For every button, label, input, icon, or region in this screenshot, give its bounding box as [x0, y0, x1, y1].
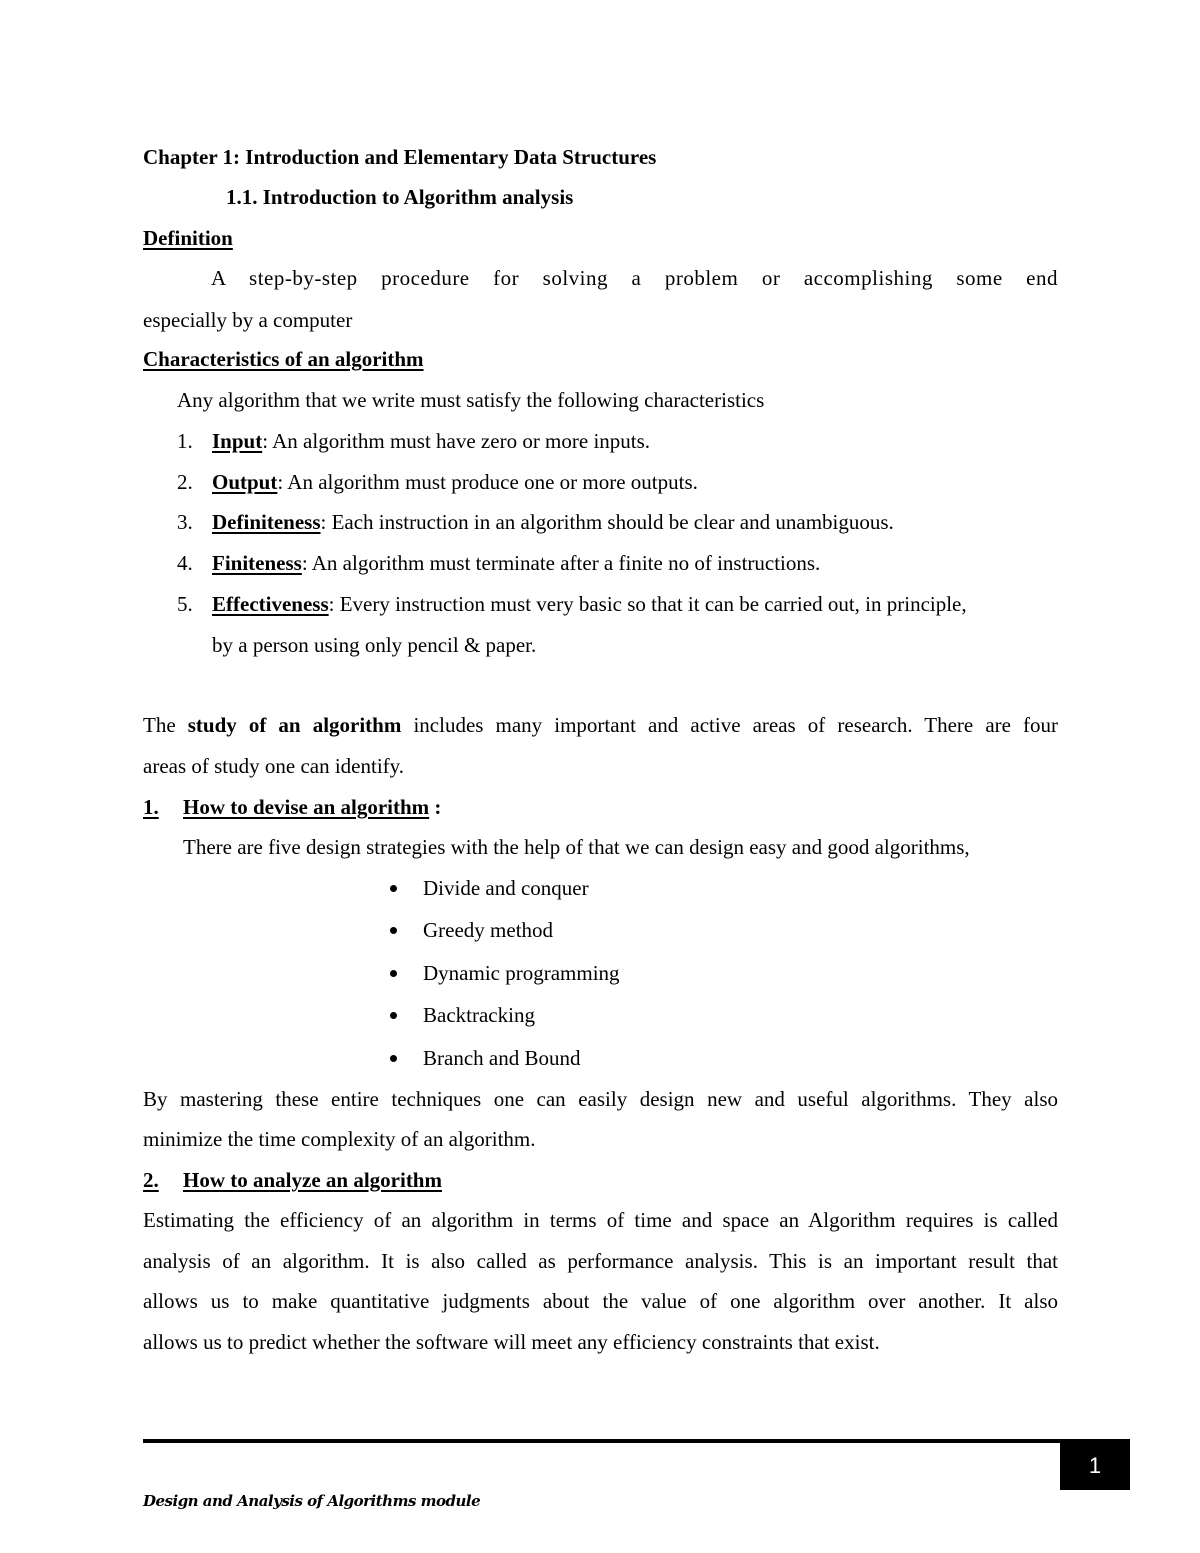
analyze-line-1: Estimating the efficiency of an algorithm in terms of time and space an Algorithm requires is called [143, 1208, 1058, 1232]
definition-heading: Definition [143, 226, 233, 250]
analyze-line-2: analysis of an algorithm. It is also called as performance analysis. This is an important result that [143, 1249, 1058, 1273]
characteristic-item: 2. Output: An algorithm must produce one or more outputs. [177, 470, 698, 494]
bullet-icon [390, 1012, 397, 1019]
devise-intro: There are five design strategies with the help of that we can design easy and good algorithms, [183, 835, 970, 859]
footer-title: Design and Analysis of Algorithms module [143, 1492, 481, 1510]
bullet-icon [390, 885, 397, 892]
study-line-1: The study of an algorithm includes many important and active areas of research. There are four [143, 713, 1059, 737]
bullet-icon [390, 1055, 397, 1062]
document-page: Chapter 1: Introduction and Elementary Data Structures 1.1. Introduction to Algorithm analysis Definition A step-by-step procedure for solving a problem or accomplishing some end especially by a computer Characteristics of an algorithm Any algorithm that we write must satisfy the following characteristics 1. Input: An algorithm must have zero or more inputs. 2. Output: An algorithm must produce one or more outputs. 3. Definiteness: Each instruction in an algorithm should be clear and unambiguous. 4. Finiteness: An algorithm must terminate after a finite no of instructions. 5. Effectiveness: Every instruction must very basic so that it can be carried out, in principle, by a person using only pencil & paper. The study of an algorithm includes many important and active areas of research. There are four areas of study one can identify. 1. How to devise an algorithm : There are five design strategies with the help of that we can design easy and good algorithms, Divide and conquer Greedy method Dynamic programming Backtracking Branch and Bound By mastering these entire techniques one can easily design new and useful algorithms. They also minimize the time complexity of an algorithm. 2. How to analyze an algorithm Estimating the efficiency of an algorithm in terms of time and space an Algorithm requires is called analysis of an algorithm. It is also called as performance analysis. This is an important result that allows us to make quantitative judgments about the value of one algorithm over another. It also allows us to predict whether the software will meet any efficiency constraints that exist. 1 Design and Analysis of Algorithms module [0, 0, 1200, 1553]
characteristics-intro: Any algorithm that we write must satisfy the following characteristics [177, 388, 765, 412]
chapter-title: Chapter 1: Introduction and Elementary Data Structures [143, 145, 657, 169]
characteristic-item: 5. Effectiveness: Every instruction must very basic so that it can be carried out, in principle, [177, 592, 967, 616]
analyze-line-3: allows us to make quantitative judgments about the value of one algorithm over another. It also [143, 1289, 1058, 1313]
characteristic-item-continuation: by a person using only pencil & paper. [212, 633, 537, 657]
characteristic-item: 3. Definiteness: Each instruction in an algorithm should be clear and unambiguous. [177, 510, 894, 534]
analyze-line-4: allows us to predict whether the software will meet any efficiency constraints that exist. [143, 1330, 880, 1354]
page-number: 1 [1060, 1441, 1130, 1490]
study-line-2: areas of study one can identify. [143, 754, 405, 778]
bullet-icon [390, 927, 397, 934]
section-title: 1.1. Introduction to Algorithm analysis [226, 185, 574, 209]
devise-conclusion-line-1: By mastering these entire techniques one can easily design new and useful algorithms. They also [143, 1087, 1058, 1111]
analyze-heading: 2. How to analyze an algorithm [143, 1168, 442, 1192]
definition-line-1: A step-by-step procedure for solving a problem or accomplishing some end [211, 266, 1058, 290]
characteristic-item: 1. Input: An algorithm must have zero or more inputs. [177, 429, 651, 453]
devise-conclusion-line-2: minimize the time complexity of an algorithm. [143, 1127, 536, 1151]
devise-heading: 1. How to devise an algorithm : [143, 795, 442, 819]
characteristics-heading: Characteristics of an algorithm [143, 347, 424, 371]
characteristic-item: 4. Finiteness: An algorithm must terminate after a finite no of instructions. [177, 551, 821, 575]
bullet-icon [390, 970, 397, 977]
definition-line-2: especially by a computer [143, 308, 353, 332]
footer-rule [143, 1439, 1130, 1443]
